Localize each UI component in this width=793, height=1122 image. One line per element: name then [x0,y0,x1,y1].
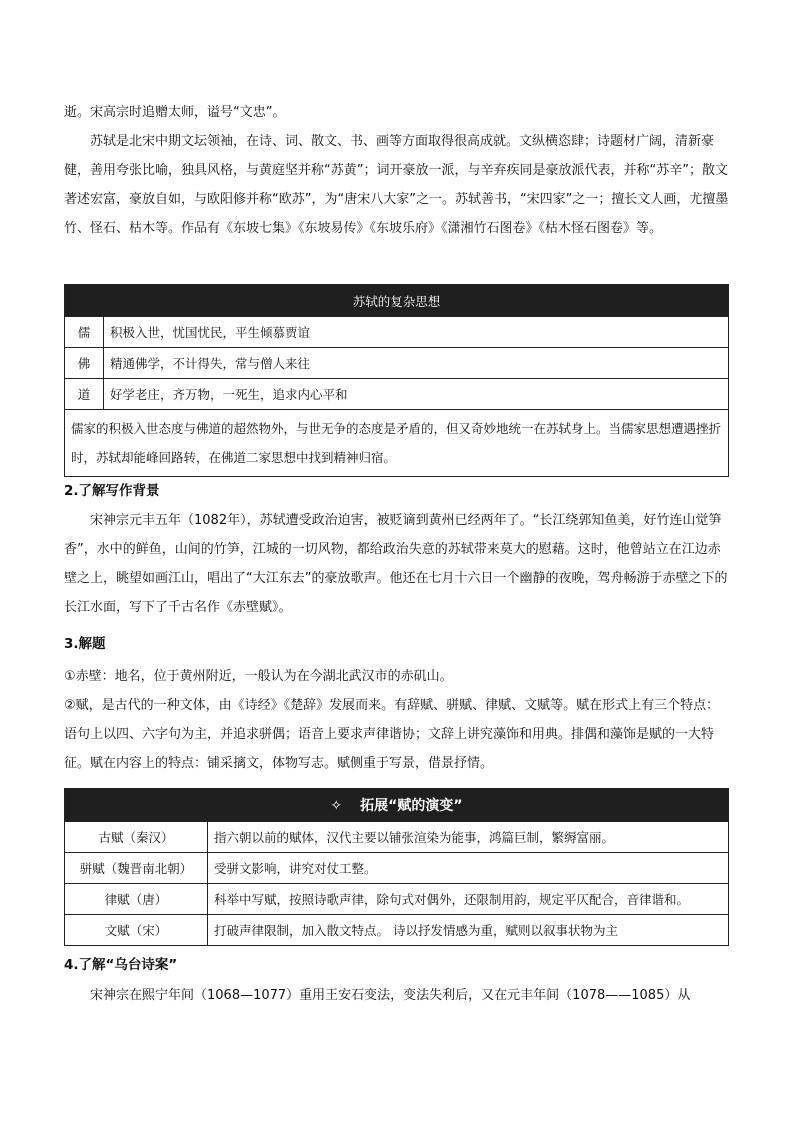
row-key: 道 [65,379,104,410]
intro-paragraph: 苏轼是北宋中期文坛领袖，在诗、词、散文、书、画等方面取得很高成就。文纵横恣肆；诗题材广阔，清新豪健，善用夸张比喻，独具风格，与黄庭坚并称“苏黄”；词开豪放一派，与辛弃疾同是豪放派代表，并称“苏辛”；散文著述宏富，豪放自如，与欧阳修并称“欧苏”，为“唐宋八大家”之一。苏轼善书，“宋四家”之一；擅长文人画，尤擅墨竹、怪石、枯木等。作品有《东坡七集》《东坡易传》《东坡乐府》《潇湘竹石图卷》《枯木怪石图卷》等。 [64,134,729,236]
table-row [65,317,729,348]
row-value: 科举中写赋，按照诗歌声律，除句式对偶外，还限制用韵，规定平仄配合，音律谐和。 [208,884,729,915]
row-value: 打破声律限制，加入散文特点。 诗以抒发情感为重，赋则以叙事状物为主 [208,915,729,946]
section-heading: 4.了解“乌台诗案” [64,957,178,973]
star-icon: ✧ [330,798,343,814]
row-key: 骈赋（魏晋南北朝） [65,853,208,884]
fu-table-header [65,789,729,822]
row-value: 积极入世，忧国忧民，平生倾慕贾谊 [104,317,729,348]
row-key: 佛 [65,348,104,379]
table-row [65,822,729,853]
table-row [65,379,729,410]
thoughts-table-title: 苏轼的复杂思想 [65,285,729,317]
section-heading: 3.解题 [64,636,106,652]
definition-item: ①赤壁：地名，位于黄州附近，一般认为在今湖北武汉市的赤矶山。 [64,669,453,684]
definition-item: ②赋，是古代的一种文体，由《诗经》《楚辞》发展而来。有辞赋、骈赋、律赋、文赋等。赋在形式上有三个特点：语句上以四、六字句为主，并追求骈偶；语音上要求声律谐协；文辞上讲究藻饰和用典。排偶和藻饰是赋的一大特征。赋在内容上的特点：铺采摛文，体物写志。赋侧重于写景，借景抒情。 [64,698,720,771]
fu-table-title: 拓展“赋的演变” [360,798,463,814]
row-key: 古赋（秦汉） [65,822,208,853]
fu-evolution-table [64,788,729,946]
row-value: 精通佛学，不计得失，常与僧人来往 [104,348,729,379]
table-row [65,884,729,915]
section-paragraph: 宋神宗在熙宁年间（1068—1077）重用王安石变法，变法失利后，又在元丰年间（1078——1085）从 [90,988,691,1003]
row-value: 好学老庄，齐万物，一死生，追求内心平和 [104,379,729,410]
section-paragraph: 宋神宗元丰五年（1082年），苏轼遭受政治迫害，被贬谪到黄州已经两年了。“长江绕郭知鱼美，好竹连山觉笋香”，水中的鲜鱼，山间的竹笋，江城的一切风物，都给政治失意的苏轼带来莫大的慰藉。这时，他曾站立在江边赤壁之上，眺望如画江山，唱出了“大江东去”的豪放歌声。他还在七月十六日一个幽静的夜晚，驾舟畅游于赤壁之下的长江水面，写下了千古名作《赤壁赋》。 [64,513,728,615]
row-value: 受骈文影响，讲究对仗工整。 [208,853,729,884]
row-value: 指六朝以前的赋体，汉代主要以铺张渲染为能事，鸿篇巨制，繁缛富丽。 [208,822,729,853]
section-heading: 2.了解写作背景 [64,483,160,499]
row-key: 文赋（宋） [65,915,208,946]
table-row [65,853,729,884]
row-key: 律赋（唐） [65,884,208,915]
thoughts-table-note: 儒家的积极入世态度与佛道的超然物外，与世无争的态度是矛盾的，但又奇妙地统一在苏轼身上。当儒家思想遭遇挫折时，苏轼却能峰回路转，在佛道二家思想中找到精神归宿。 [65,410,729,477]
table-row [65,348,729,379]
thoughts-table [64,284,729,477]
intro-line: 逝。宋高宗时追赠太师，谥号“文忠”。 [64,105,286,120]
row-key: 儒 [65,317,104,348]
table-row [65,915,729,946]
